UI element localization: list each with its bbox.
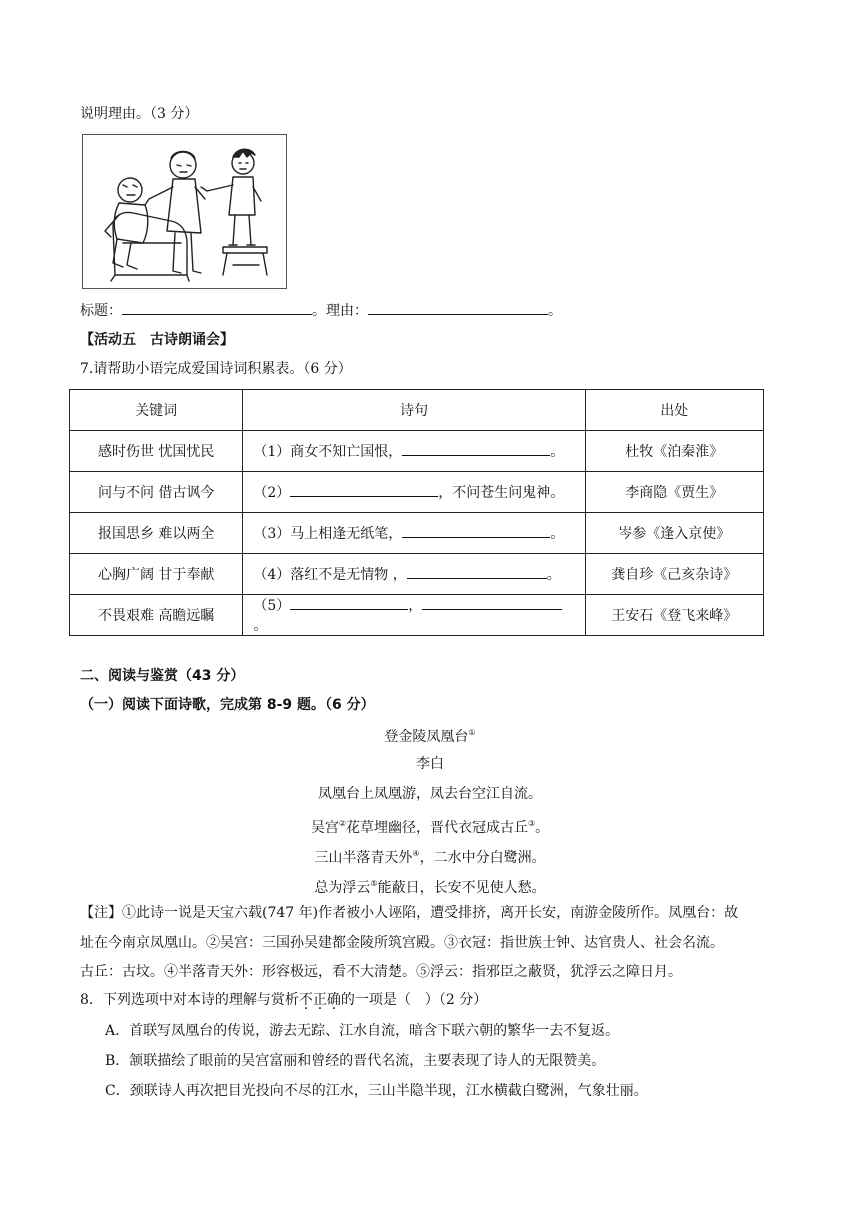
note-line-1: 【注】①此诗一说是天宝六载(747 年)作者被小人诬陷，遭受排挤，离开长安，南游金陵所作。凤凰台：故	[80, 905, 739, 921]
table-header-row	[70, 390, 764, 431]
verse-blank-1[interactable]	[290, 595, 408, 610]
poem-author: 李白	[416, 756, 444, 772]
poem-text: 三山半落青天外	[314, 850, 413, 866]
note-line-3: 古丘：古坟。④半落青天外：形容极远，看不大清楚。⑤浮云：指邪臣之蔽贤，犹浮云之障日月。	[80, 964, 682, 980]
emphasis-char: 不	[298, 992, 313, 1008]
poem-title	[0, 723, 860, 747]
header-keyword: 关键词	[70, 390, 243, 431]
table-row	[70, 431, 764, 472]
verse-suffix: 。	[550, 444, 565, 460]
poem-line-2	[0, 814, 860, 838]
source-cell: 岑参《逢入京使》	[585, 513, 763, 554]
footnote-mark: ⑤	[370, 879, 378, 888]
poem-text: 花草埋幽径，晋代衣冠成古丘	[346, 820, 528, 836]
activity5-heading: 【活动五 古诗朗诵会】	[80, 332, 234, 348]
note-line-2: 址在今南京凤凰山。②吴宫：三国孙吴建都金陵所筑宫殿。③衣冠：指世族士钟、达官贵人、社会名流。	[80, 935, 724, 951]
line-end: 。	[548, 303, 562, 319]
section2-heading: 二、阅读与鉴赏（43 分）	[80, 668, 245, 684]
reason-label: 。理由：	[312, 303, 368, 319]
emphasis-char: 正	[312, 992, 327, 1008]
verse-cell	[243, 554, 585, 595]
poem-text: ，二水中分白鹭洲。	[419, 850, 546, 866]
poem-line-3	[0, 844, 860, 868]
verse-suffix: 。	[550, 526, 565, 542]
verse-cell	[243, 472, 585, 513]
grandparents-child-massage-icon	[83, 135, 286, 288]
poem-table	[69, 389, 764, 636]
footnote-mark: ①	[468, 728, 476, 737]
keyword-cell: 不畏艰难 高瞻远瞩	[70, 595, 243, 636]
source-cell: 王安石《登飞来峰》	[585, 595, 763, 636]
verse-blank[interactable]	[402, 523, 550, 538]
reason-answer-blank[interactable]	[368, 300, 548, 315]
verse-cell	[243, 513, 585, 554]
poem-text: 总为浮云	[314, 880, 371, 896]
table-row	[70, 554, 764, 595]
q8-text	[80, 990, 487, 1010]
header-source: 出处	[585, 390, 763, 431]
source-cell: 龚自珍《己亥杂诗》	[585, 554, 763, 595]
option-b[interactable]: B．颔联描绘了眼前的吴宫富丽和曾经的晋代名流，主要表现了诗人的无限赞美。	[105, 1053, 606, 1069]
question-continuation: 说明理由。（3 分）	[80, 106, 199, 122]
source-cell: 李商隐《贾生》	[585, 472, 763, 513]
title-label: 标题：	[80, 303, 122, 319]
verse-prefix: （4）落红不是无情物 ，	[253, 567, 407, 583]
keyword-cell: 报国思乡 难以两全	[70, 513, 243, 554]
header-verse: 诗句	[243, 390, 585, 431]
q8-suffix: 的一项是（ ）（2 分）	[340, 992, 488, 1008]
source-cell: 杜牧《泊秦淮》	[585, 431, 763, 472]
verse-cell	[243, 431, 585, 472]
q7-text: 7.请帮助小语完成爱国诗词积累表。（6 分）	[80, 361, 352, 377]
option-a[interactable]: A．首联写凤凰台的传说，游去无踪、江水自流，暗含下联六朝的繁华一去不复返。	[105, 1023, 620, 1039]
title-answer-blank[interactable]	[122, 300, 312, 315]
verse-suffix: ，不问苍生问鬼神。	[438, 485, 565, 501]
emphasis-char: 确	[326, 992, 341, 1008]
verse-blank-2[interactable]	[422, 595, 562, 610]
illustration	[82, 134, 287, 289]
footnote-mark: ③	[528, 819, 536, 828]
table-row	[70, 472, 764, 513]
poem-line-1: 凤凰台上凤凰游，凤去台空江自流。	[318, 786, 542, 802]
poem-text: 吴宫	[310, 820, 339, 836]
verse-cell	[243, 595, 585, 636]
table-row	[70, 513, 764, 554]
verse-prefix: （1）商女不知亡国恨，	[253, 444, 403, 460]
title-reason-line	[80, 300, 562, 321]
verse-prefix: （5）	[253, 598, 291, 614]
verse-prefix: （3）马上相逢无纸笔，	[253, 526, 403, 542]
keyword-cell: 感时伤世 忧国忧民	[70, 431, 243, 472]
verse-prefix: （2）	[253, 485, 291, 501]
table-row	[70, 595, 764, 636]
keyword-cell: 心胸广阔 甘于奉献	[70, 554, 243, 595]
verse-blank[interactable]	[402, 441, 550, 456]
footnote-mark: ②	[338, 819, 346, 828]
verse-suffix: 。	[253, 618, 268, 634]
option-c[interactable]: C．颈联诗人再次把目光投向不尽的江水，三山半隐半现，江水横截白鹭洲，气象壮丽。	[105, 1083, 648, 1099]
verse-blank[interactable]	[290, 482, 438, 497]
poem-text: 能蔽日，长安不见使人愁。	[377, 880, 546, 896]
verse-middle: ，	[408, 598, 423, 614]
verse-blank[interactable]	[407, 564, 547, 579]
poem-title-text: 登金陵凤凰台	[384, 729, 469, 745]
footnote-mark: ④	[412, 849, 420, 858]
verse-suffix: 。	[546, 567, 561, 583]
keyword-cell: 问与不问 借古讽今	[70, 472, 243, 513]
poem-text: 。	[535, 820, 550, 836]
poem-line-4	[0, 874, 860, 898]
q8-prefix: 8．下列选项中对本诗的理解与赏析	[80, 992, 299, 1008]
subsection1-heading: （一）阅读下面诗歌，完成第 8-9 题。（6 分）	[80, 697, 375, 713]
